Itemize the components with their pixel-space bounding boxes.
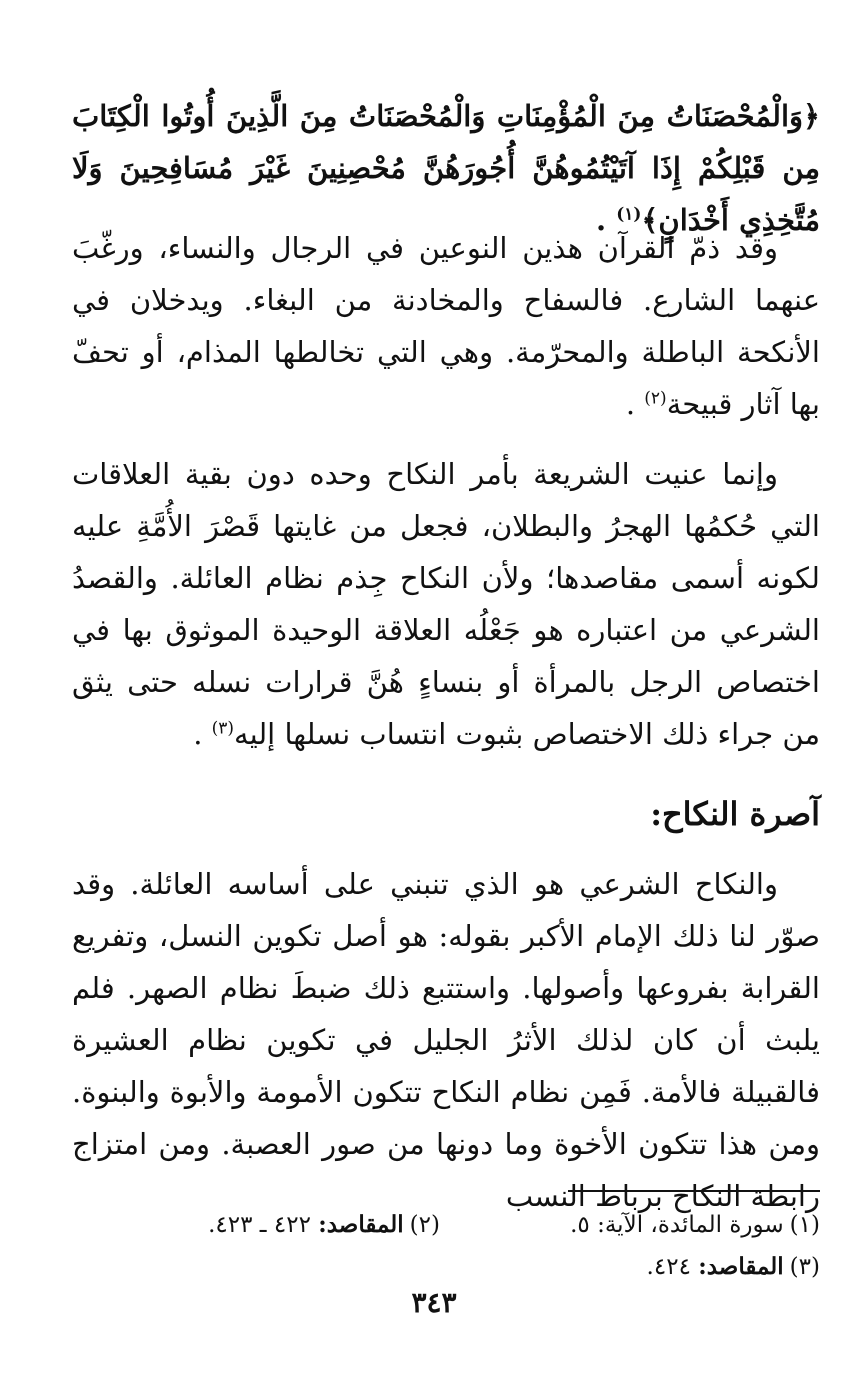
paragraph-2-text: وإنما عنيت الشريعة بأمر النكاح وحده دون بقية العلاقات التي حُكمُها الهجرُ والبطلان، فجعل من غايتها قَصْرَ الأُمَّةِ عليه لكونه أسمى مقاصدها؛ ولأن النكاح جِذم نظام العائلة. والقصدُ الشرعي من اعتباره هو جَعْلُه العلاقة الوحيدة الموثوق بها في اختصاص الرجل بالمرأة أو بنساءٍ هُنَّ قرارات نسله حتى يثق من جراء ذلك الاختصاص بثبوت انتساب نسلها إليه (72, 457, 820, 751)
paragraph-1-end: . (625, 387, 645, 421)
footnote-1-number: (١) (789, 1212, 820, 1238)
footnote-3-source: المقاصد: (698, 1253, 784, 1280)
footnote-ref-3[interactable]: (٣) (211, 718, 235, 739)
paragraph-3-text: والنكاح الشرعي هو الذي تنبني على أساسه العائلة. وقد صوّر لنا ذلك الإمام الأكبر بقوله: هو أصل تكوين النسل، وتفريع القرابة بفروعها وأصولها. واستتبع ذلك ضبطَ نظام الصهر. فلم يلبث أن كان لذلك الأثرُ الجليل في تكوين نظام العشيرة فالقبيلة فالأمة. فَمِن نظام النكاح تتكون الأمومة والأبوة والبنوة. ومن هذا تتكون الأخوة وما دونها من صور العصبة. ومن امتزاج رابطة النكاح برباط النسب (72, 867, 820, 1213)
footnote-1 (440, 1204, 820, 1246)
footnote-2 (208, 1204, 440, 1246)
footnote-2-source: المقاصد: (318, 1211, 404, 1238)
paragraph-2 (72, 448, 820, 760)
verse-text: ﴿وَالْمُحْصَنَاتُ مِنَ الْمُؤْمِنَاتِ وَالْمُحْصَنَاتُ مِنَ الَّذِينَ أُوتُوا الْكِتَابَ مِن قَبْلِكُمْ إِذَا آتَيْتُمُوهُنَّ أُجُورَهُنَّ مُحْصِنِينَ غَيْرَ مُسَافِحِينَ وَلَا مُتَّخِذِي أَخْدَانٍ﴾ (72, 99, 820, 237)
footnote-3-text: ٤٢٤. (646, 1254, 699, 1280)
section-heading: آصرة النكاح: (650, 795, 820, 833)
footnote-3-number: (٣) (789, 1254, 820, 1280)
footnote-1-text: سورة المائدة، الآية: ٥. (570, 1212, 784, 1238)
footnote-divider (568, 1190, 820, 1192)
paragraph-1-text: وقد ذمّ القرآن هذين النوعين في الرجال والنساء، ورغّبَ عنهما الشارع. فالسفاح والمخادنة من البغاء. ويدخلان في الأنكحة الباطلة والمحرّمة. وهي التي تخالطها المذام، أو تحفّ بها آثار قبيحة (72, 231, 820, 421)
footnote-3 (72, 1246, 820, 1288)
footnote-row (72, 1204, 820, 1246)
footnote-ref-2[interactable]: (٢) (644, 388, 667, 409)
footnotes (72, 1204, 820, 1288)
footnote-2-number: (٢) (409, 1212, 440, 1238)
paragraph-2-end: . (193, 717, 212, 751)
footnote-ref-1[interactable]: (١) (616, 204, 642, 225)
paragraph-1 (72, 222, 820, 430)
verse-end: . (595, 203, 617, 237)
paragraph-3 (72, 858, 820, 1222)
footnote-2-text: ٤٢٢ ـ ٤٢٣. (208, 1212, 319, 1238)
page-number: ٣٤٣ (411, 1286, 457, 1319)
